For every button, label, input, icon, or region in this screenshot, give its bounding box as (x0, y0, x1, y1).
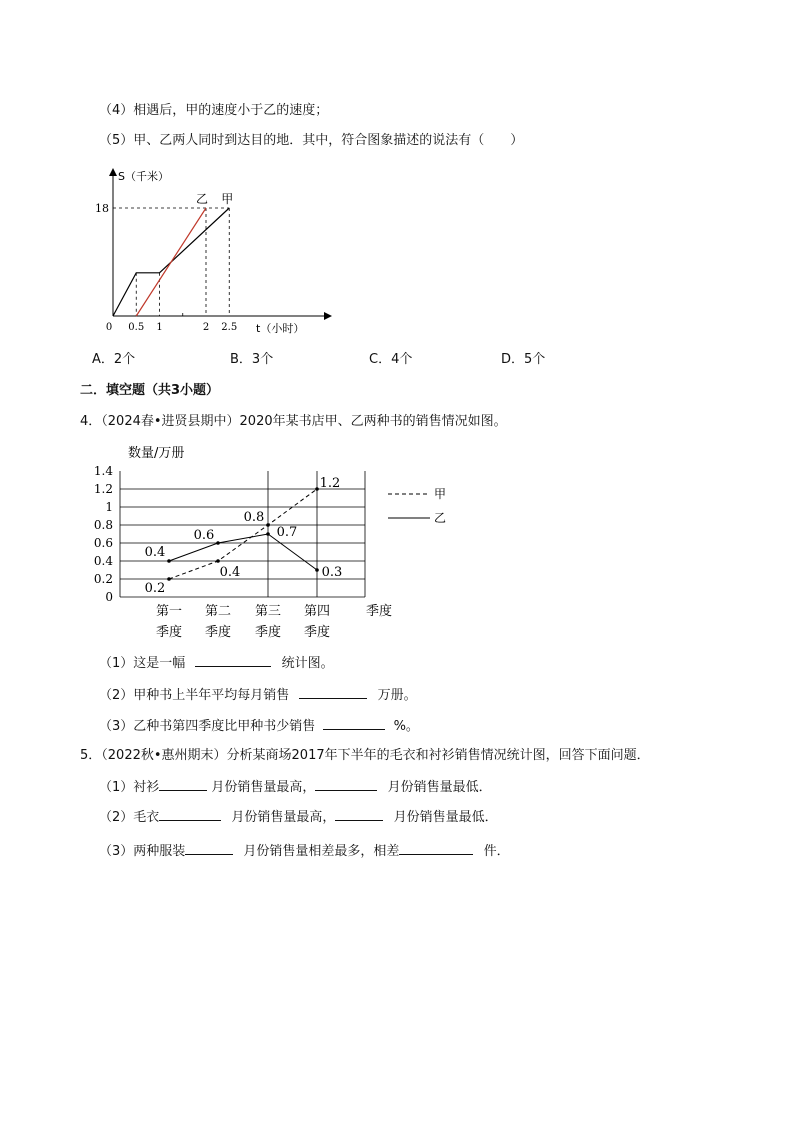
category-label: 第二 (204, 604, 232, 619)
category-label: 季度 (204, 625, 232, 640)
data-point (167, 559, 171, 563)
problem4-q3: （3）乙种书第四季度比甲种书少销售 %。 (99, 719, 419, 734)
data-point (216, 541, 220, 545)
y-tick-label: 0.8 (93, 518, 113, 532)
y-tick-label: 0.2 (93, 572, 113, 586)
problem5-q1: （1）衬衫 月份销售量最高， 月份销售量最低． (99, 780, 492, 795)
series-label: 甲 (221, 192, 234, 206)
x-tick-label: 0.5 (128, 322, 145, 333)
legend-label: 甲 (434, 487, 447, 501)
distance-time-chart (80, 160, 350, 340)
y-tick-label: 0.4 (93, 554, 113, 568)
answer-blank[interactable] (159, 778, 207, 791)
data-point (315, 568, 319, 572)
problem3-item4: （4）相遇后，甲的速度小于乙的速度； (99, 103, 329, 118)
x-axis-label: 季度 (366, 604, 393, 619)
choice-b[interactable]: B．3个 (230, 352, 274, 367)
answer-blank[interactable] (335, 808, 383, 821)
y-tick-label: 18 (95, 202, 109, 215)
x-tick-label: 2.5 (221, 322, 238, 333)
answer-blank[interactable] (159, 808, 221, 821)
y-axis-label: 数量/万册 (128, 446, 185, 461)
category-label: 季度 (303, 625, 331, 640)
answer-blank[interactable] (399, 842, 473, 855)
category-label: 第四 (303, 604, 331, 619)
answer-blank[interactable] (323, 717, 385, 730)
y-tick-label: 1.4 (93, 464, 113, 478)
y-tick-label: 1.2 (93, 482, 113, 496)
data-point (167, 577, 171, 581)
series-label: 乙 (195, 192, 209, 206)
category-label: 季度 (155, 625, 183, 640)
problem5-stem: 5．（2022秋•惠州期末）分析某商场2017年下半年的毛衣和衬衫销售情况统计图，回答下面问题． (80, 748, 650, 763)
data-label: 0.3 (321, 565, 343, 580)
problem4-q1: （1）这是一幅 统计图。 (99, 656, 334, 671)
problem4-q2: （2）甲种书上半年平均每月销售 万册。 (99, 688, 417, 703)
x-tick-label: 1 (156, 322, 163, 333)
problem3-item5: （5）甲、乙两人同时到达目的地．其中，符合图象描述的说法有（ ） (99, 133, 524, 148)
answer-blank[interactable] (195, 654, 271, 667)
data-label: 0.4 (219, 565, 241, 580)
book-sales-chart (80, 437, 460, 643)
data-label: 0.4 (144, 545, 166, 560)
category-label: 季度 (254, 625, 282, 640)
answer-blank[interactable] (315, 778, 377, 791)
section-title: 二．填空题（共3小题） (80, 383, 220, 398)
data-point (266, 523, 270, 527)
data-label: 0.6 (193, 528, 215, 543)
choice-c[interactable]: C．4个 (369, 352, 413, 367)
y-tick-label: 0 (105, 590, 113, 604)
problem5-q3: （3）两种服装 月份销售量相差最多，相差 件． (99, 844, 510, 859)
x-tick-label: 0 (105, 322, 113, 333)
data-label: 0.2 (144, 581, 166, 596)
data-point (266, 532, 270, 536)
x-tick-label: 2 (202, 322, 210, 333)
problem4-stem: 4．（2024春•进贤县期中）2020年某书店甲、乙两种书的销售情况如图。 (80, 414, 507, 429)
data-point (216, 559, 220, 563)
x-axis-label: t（小时） (256, 322, 305, 335)
category-label: 第一 (155, 604, 183, 619)
y-tick-label: 1 (105, 500, 113, 514)
legend-label: 乙 (434, 511, 447, 525)
data-label: 0.7 (276, 525, 298, 540)
category-label: 第三 (254, 604, 282, 619)
data-point (315, 487, 319, 491)
series-line-yi (136, 208, 206, 316)
y-tick-label: 0.6 (93, 536, 113, 550)
choice-d[interactable]: D．5个 (501, 352, 546, 367)
answer-blank[interactable] (185, 842, 233, 855)
problem5-q2: （2）毛衣 月份销售量最高， 月份销售量最低． (99, 810, 498, 825)
choice-a[interactable]: A．2个 (92, 352, 136, 367)
answer-blank[interactable] (299, 686, 367, 699)
y-axis-label: S（千米） (118, 170, 169, 183)
data-label: 1.2 (319, 476, 341, 491)
data-label: 0.8 (243, 510, 265, 525)
